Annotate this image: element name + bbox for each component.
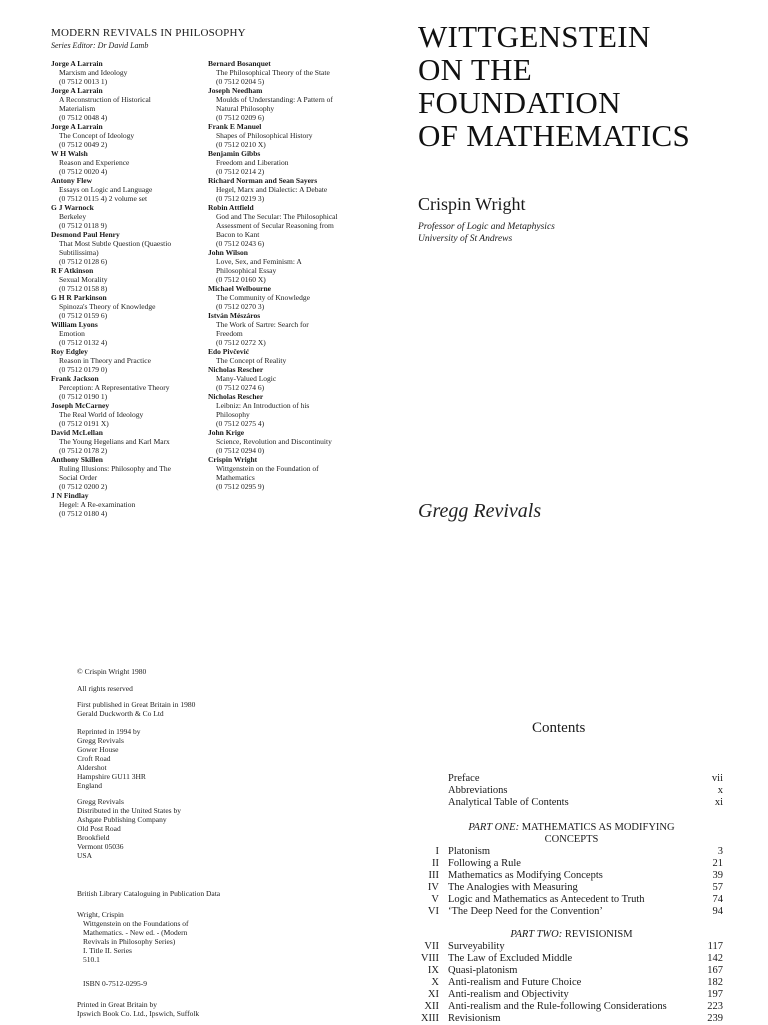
imprint-rights: All rights reserved [77, 684, 133, 693]
series-entry-line: (0 7512 0219 3) [216, 194, 265, 203]
toc-front-title: Analytical Table of Contents [448, 797, 569, 808]
series-entry [208, 86, 363, 122]
series-entry-line: Ruling Illusions: Philosophy and The [59, 464, 171, 473]
series-entry-line: Mathematics [216, 473, 255, 482]
series-entry-line: God and The Secular: The Philosophical [216, 212, 338, 221]
toc-chapter-number: IX [427, 965, 439, 976]
series-entry-line: The Concept of Reality [216, 356, 287, 365]
series-entry-line: Reason in Theory and Practice [59, 356, 151, 365]
imprint-line: Gower House [77, 745, 119, 754]
series-list-column-2 [208, 59, 363, 491]
imprint-line: Printed in Great Britain by [77, 1000, 157, 1009]
series-entry-line: A Reconstruction of Historical [59, 95, 151, 104]
toc-chapter-number: XIII [420, 1013, 439, 1024]
series-entry [51, 176, 201, 203]
series-entry [51, 455, 201, 491]
toc-chapter-page: 39 [712, 870, 723, 881]
series-entry-author: István Mészáros [208, 311, 261, 320]
series-entry-line: (0 7512 0294 0) [216, 446, 265, 455]
series-entry [208, 176, 363, 203]
toc-chapter-number: XI [427, 989, 439, 1000]
series-entry-line: Freedom [216, 329, 243, 338]
series-entry [208, 455, 363, 491]
imprint-line: Gerald Duckworth & Co Ltd [77, 709, 164, 718]
series-entry [51, 374, 201, 401]
series-entry [51, 491, 201, 518]
series-list-column-1 [51, 59, 201, 518]
series-entry-line: (0 7512 0214 2) [216, 167, 265, 176]
series-entry [51, 401, 201, 428]
series-entry [51, 122, 201, 149]
toc-chapter-number: X [431, 977, 439, 988]
series-entry [51, 347, 201, 374]
series-entry-author: Antony Flew [51, 176, 93, 185]
series-entry-line: (0 7512 0159 6) [59, 311, 108, 320]
series-entry-line: Many-Valued Logic [216, 374, 277, 383]
series-entry-line: (0 7512 0115 4) 2 volume set [59, 194, 148, 203]
toc-chapter-title: The Law of Excluded Middle [448, 953, 573, 964]
series-entry [51, 320, 201, 347]
series-entry-line: Freedom and Liberation [216, 158, 289, 167]
series-entry-line: Moulds of Understanding: A Pattern of [216, 95, 333, 104]
toc-chapter-title: Mathematics as Modifying Concepts [448, 870, 603, 881]
imprint-isbn: ISBN 0-7512-0295-9 [83, 979, 147, 988]
toc-chapter-number: VII [424, 941, 439, 952]
series-entry-author: Edo Pivčević [208, 347, 250, 356]
series-entry-line: Spinoza's Theory of Knowledge [59, 302, 156, 311]
series-entry-line: Bacon to Kant [216, 230, 260, 239]
series-entry [51, 59, 201, 86]
toc-front-title: Abbreviations [448, 785, 508, 796]
imprint-line: Wright, Crispin [77, 910, 124, 919]
series-entry [208, 149, 363, 176]
imprint-line: Aldershot [77, 763, 107, 772]
part-one-title: MATHEMATICS AS MODIFYING [521, 822, 675, 833]
series-entry-line: Hegel: A Re-examination [59, 500, 136, 509]
toc-chapter-title: ‘The Deep Need for the Convention’ [448, 906, 603, 917]
series-entry-author: Richard Norman and Sean Sayers [208, 176, 318, 185]
part-two-label: PART TWO: [510, 929, 563, 940]
series-entry-author: G J Warnock [51, 203, 94, 212]
series-entry-line: (0 7512 0020 4) [59, 167, 108, 176]
toc-chapter-number: III [428, 870, 439, 881]
series-entry-line: Leibniz: An Introduction of his [216, 401, 310, 410]
toc-chapter-page: 239 [707, 1013, 723, 1024]
toc-chapter-title: Platonism [448, 846, 491, 857]
toc-chapter-title: The Analogies with Measuring [448, 882, 578, 893]
imprint-first-published [77, 700, 195, 718]
series-entry-line: (0 7512 0274 6) [216, 383, 265, 392]
book-title-line: WITTGENSTEIN [418, 19, 651, 54]
part-one-heading [420, 822, 723, 833]
imprint-cip [77, 910, 189, 964]
series-entry-line: Love, Sex, and Feminism: A [216, 257, 302, 266]
series-entry-line: (0 7512 0270 3) [216, 302, 265, 311]
series-entry [51, 293, 201, 320]
series-entry [208, 347, 363, 365]
imprint-printed [77, 1000, 199, 1018]
book-author: Crispin Wright [418, 194, 526, 214]
series-entry [208, 248, 363, 284]
toc-front-title: Preface [448, 773, 480, 784]
series-entry-line: (0 7512 0158 8) [59, 284, 108, 293]
imprint-line: England [77, 781, 102, 790]
series-entry-line: (0 7512 0204 5) [216, 77, 265, 86]
imprint-line: Croft Road [77, 754, 111, 763]
part-one-label: PART ONE: [468, 822, 520, 833]
series-entry-author: Jorge A Larrain [51, 122, 103, 131]
toc-chapter-page: 142 [707, 953, 723, 964]
series-entry-author: Robin Attfield [208, 203, 254, 212]
series-entry-author: Bernard Bosanquet [208, 59, 271, 68]
imprint-line: USA [77, 851, 93, 860]
series-entry-line: (0 7512 0128 6) [59, 257, 108, 266]
toc-front-page: x [717, 785, 723, 796]
part-two-title: REVISIONISM [564, 929, 633, 940]
contents-heading: Contents [532, 720, 586, 736]
imprint-copyright: © Crispin Wright 1980 [77, 667, 147, 676]
series-entry [208, 59, 363, 86]
series-entry-author: R F Atkinson [51, 266, 94, 275]
series-entry-line: That Most Subtle Question (Quaestio [59, 239, 172, 248]
series-entry-line: The Real World of Ideology [59, 410, 144, 419]
toc-chapter-title: Anti-realism and Future Choice [448, 977, 582, 988]
toc-chapter-title: Following a Rule [448, 858, 521, 869]
series-entry-author: Crispin Wright [208, 455, 258, 464]
series-entry-line: (0 7512 0132 4) [59, 338, 108, 347]
series-entry-line: The Philosophical Theory of the State [216, 68, 330, 77]
toc-chapter-title: Anti-realism and the Rule-following Considerations [448, 1001, 667, 1012]
toc-chapter-page: 94 [712, 906, 723, 917]
imprint-line: Brookfield [77, 833, 110, 842]
series-entry-line: (0 7512 0200 2) [59, 482, 108, 491]
series-entry-line: (0 7512 0295 9) [216, 482, 265, 491]
series-entry-line: Sexual Morality [59, 275, 108, 284]
series-entry [208, 365, 363, 392]
series-entry-line: (0 7512 0048 4) [59, 113, 108, 122]
series-entry-line: Social Order [59, 473, 98, 482]
series-entry-line: (0 7512 0013 1) [59, 77, 108, 86]
imprint-line: I. Title II. Series [83, 946, 132, 955]
series-entry-line: Materialism [59, 104, 96, 113]
series-entry-line: Wittgenstein on the Foundation of [216, 464, 319, 473]
toc-chapter-number: VIII [420, 953, 439, 964]
series-entry [51, 230, 201, 266]
series-entry [51, 428, 201, 455]
series-entry-line: (0 7512 0178 2) [59, 446, 108, 455]
imprint-line: Gregg Revivals [77, 736, 124, 745]
toc-chapter-page: 21 [712, 858, 723, 869]
toc-chapter-page: 223 [707, 1001, 723, 1012]
series-entry-line: (0 7512 0272 X) [216, 338, 266, 347]
imprint-line: First published in Great Britain in 1980 [77, 700, 196, 709]
toc-chapter-page: 182 [707, 977, 723, 988]
series-entry-line: (0 7512 0209 6) [216, 113, 265, 122]
toc-chapter-page: 197 [707, 989, 723, 1000]
series-entry-author: David McLellan [51, 428, 103, 437]
imprint-line: Wittgenstein on the Foundations of [83, 919, 189, 928]
series-entry [208, 311, 363, 347]
toc-chapter-title: Anti-realism and Objectivity [448, 989, 569, 1000]
series-entry-line: (0 7512 0275 4) [216, 419, 265, 428]
series-entry-line: Perception: A Representative Theory [59, 383, 170, 392]
series-entry-author: Desmond Paul Henry [51, 230, 120, 239]
series-entry-line: Subtilissima) [59, 248, 99, 257]
series-entry-line: The Work of Sartre: Search for [216, 320, 309, 329]
series-entry-line: Shapes of Philosophical History [216, 131, 313, 140]
toc-chapter-number: VI [427, 906, 439, 917]
imprint-line: Old Post Road [77, 824, 121, 833]
series-entry [51, 149, 201, 176]
series-entry-line: Marxism and Ideology [59, 68, 128, 77]
imprint-line: Ashgate Publishing Company [77, 815, 167, 824]
imprint-line: Vermont 05036 [77, 842, 124, 851]
imprint-line: Ipswich Book Co. Ltd., Ipswich, Suffolk [77, 1009, 200, 1018]
book-title-line: OF MATHEMATICS [418, 118, 691, 153]
imprint-distributed [77, 797, 181, 860]
series-entry-line: Science, Revolution and Discontinuity [216, 437, 332, 446]
toc-chapter-page: 57 [712, 882, 723, 893]
series-title: MODERN REVIVALS IN PHILOSOPHY [51, 27, 246, 39]
series-entry-author: Joseph McCarney [51, 401, 110, 410]
imprint-line: Reprinted in 1994 by [77, 727, 141, 736]
series-entry-author: Anthony Skillen [51, 455, 103, 464]
imprint-line: Distributed in the United States by [77, 806, 181, 815]
series-entry [208, 122, 363, 149]
series-entry-author: J N Findlay [51, 491, 89, 500]
book-title-line: ON THE [418, 52, 533, 87]
imprint-reprinted [77, 727, 146, 790]
series-entry-author: Benjamin Gibbs [208, 149, 261, 158]
series-entry-line: (0 7512 0049 2) [59, 140, 108, 149]
toc-chapter-number: XII [424, 1001, 439, 1012]
toc-chapter-number: V [431, 894, 439, 905]
series-entry-author: Michael Welbourne [208, 284, 271, 293]
toc-chapter-number: I [435, 846, 439, 857]
series-entry [51, 86, 201, 122]
toc-chapter-page: 167 [707, 965, 723, 976]
part-one-heading-cont: CONCEPTS [544, 834, 599, 845]
series-entry [208, 392, 363, 428]
series-entry [208, 284, 363, 311]
toc-chapter-page: 74 [712, 894, 723, 905]
toc-chapter-title: Quasi-platonism [448, 965, 518, 976]
series-entry-author: Frank Jackson [51, 374, 99, 383]
series-entry-author: John Wilson [208, 248, 248, 257]
imprint-line: Revivals in Philosophy Series) [83, 937, 176, 946]
series-entry-author: Frank E Manuel [208, 122, 262, 131]
series-entry-line: (0 7512 0180 4) [59, 509, 108, 518]
series-entry-line: (0 7512 0179 0) [59, 365, 108, 374]
series-entry-author: Nicholas Rescher [208, 365, 264, 374]
toc-front-page: xi [714, 797, 723, 808]
toc-chapter-page: 3 [717, 846, 723, 857]
series-entry-author: Roy Edgley [51, 347, 88, 356]
toc-chapter-title: Logic and Mathematics as Antecedent to Truth [448, 894, 645, 905]
imprint-line: 510.1 [83, 955, 100, 964]
toc-front-page: vii [711, 773, 723, 784]
series-entry-author: John Krige [208, 428, 245, 437]
series-editor: Series Editor: Dr David Lamb [51, 41, 149, 50]
series-entry-line: The Young Hegelians and Karl Marx [59, 437, 170, 446]
series-entry-line: Berkeley [59, 212, 87, 221]
series-entry-line: Emotion [59, 329, 85, 338]
series-entry-line: Philosophical Essay [216, 266, 277, 275]
series-entry-author: Nicholas Rescher [208, 392, 264, 401]
part-two-heading [420, 929, 723, 940]
imprint-line: Mathematics. - New ed. - (Modern [83, 928, 188, 937]
series-entry-line: (0 7512 0210 X) [216, 140, 266, 149]
series-entry-line: The Concept of Ideology [59, 131, 135, 140]
series-entry-author: W H Walsh [51, 149, 88, 158]
series-entry [208, 203, 363, 248]
series-entry-line: Hegel, Marx and Dialectic: A Debate [216, 185, 328, 194]
toc-chapter-number: II [432, 858, 439, 869]
series-entry-author: G H R Parkinson [51, 293, 107, 302]
series-entry-author: Joseph Needham [208, 86, 263, 95]
series-entry-line: Natural Philosophy [216, 104, 275, 113]
series-entry-line: (0 7512 0191 X) [59, 419, 109, 428]
series-entry-line: (0 7512 0118 9) [59, 221, 107, 230]
series-entry-line: Essays on Logic and Language [59, 185, 153, 194]
imprint-cip-heading: British Library Cataloguing in Publication Data [77, 889, 221, 898]
series-entry-line: The Community of Knowledge [216, 293, 310, 302]
series-entry-line: Reason and Experience [59, 158, 130, 167]
author-university: University of St Andrews [418, 234, 513, 244]
author-affiliation: Professor of Logic and Metaphysics [418, 222, 555, 232]
toc-chapter-page: 117 [707, 941, 723, 952]
toc-chapter-title: Revisionism [448, 1013, 501, 1024]
series-entry [51, 266, 201, 293]
series-entry [51, 203, 201, 230]
publisher-logo: Gregg Revivals [418, 500, 542, 522]
series-entry-author: Jorge A Larrain [51, 59, 103, 68]
series-entry-line: Philosophy [216, 410, 250, 419]
series-entry-line: (0 7512 0190 1) [59, 392, 108, 401]
series-entry-author: Jorge A Larrain [51, 86, 103, 95]
series-entry-author: William Lyons [51, 320, 98, 329]
series-entry [208, 428, 363, 455]
toc-chapter-title: Surveyability [448, 941, 505, 952]
imprint-line: Hampshire GU11 3HR [77, 772, 146, 781]
series-entry-line: (0 7512 0160 X) [216, 275, 266, 284]
toc-chapter-number: IV [427, 882, 439, 893]
series-entry-line: (0 7512 0243 6) [216, 239, 265, 248]
imprint-line: Gregg Revivals [77, 797, 124, 806]
book-title-line: FOUNDATION [418, 85, 621, 120]
book-title [418, 20, 690, 152]
series-entry-line: Assessment of Secular Reasoning from [216, 221, 334, 230]
